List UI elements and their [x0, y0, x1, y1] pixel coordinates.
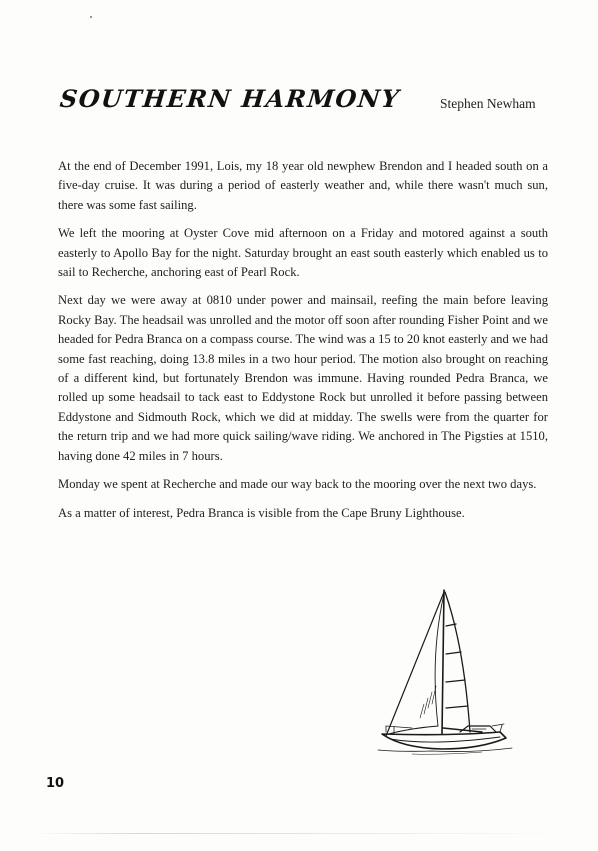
paragraph: Next day we were away at 0810 under power and mainsail, reefing the main before leaving Rocky Bay. The headsail was unrolled and the motor off soon after rounding Fisher Point and we headed for Pedra Branca on a compass course. The wind was a 15 to 20 knot easterly and we had some fast reaching, doing 13.8 miles in a two hour period. The motion also brought on reaching of a different kind, but fortunately Brendon was immune. Having rounded Pedra Branca, we rolled up some headsail to tack east to Eddystone Rock but unrolled it before passing between Eddystone and Sidmouth Rock, which we did at midday. The swells were from the quarter for the return trip and we had more quick sailing/wave riding. We anchored in The Pigsties at 1510, having done 42 miles in 7 hours.: [58, 293, 548, 463]
article-body: [58, 157, 548, 532]
scan-edge-line: [30, 833, 570, 834]
paragraph: We left the mooring at Oyster Cove mid afternoon on a Friday and motored against a south easterly to Apollo Bay for the night. Saturday brought an east south easterly which enabled us to sail to Recherche, anchoring east of Pearl Rock.: [58, 226, 548, 280]
paragraph: As a matter of interest, Pedra Branca is visible from the Cape Bruny Lighthouse.: [58, 505, 465, 520]
paragraph: Monday we spent at Recherche and made our way back to the mooring over the next two days.: [58, 477, 537, 492]
scan-speck: [90, 16, 92, 18]
article-author: Stephen Newham: [440, 96, 536, 111]
sailboat-sketch-icon: [372, 586, 522, 756]
paragraph: At the end of December 1991, Lois, my 18 year old newphew Brendon and I headed south on a five-day cruise. It was during a period of easterly weather and, while there wasn't much sun, there was some fast sailing.: [58, 159, 548, 212]
page-number: 10: [46, 776, 65, 791]
article-title: SOUTHERN HARMONY: [58, 84, 402, 113]
